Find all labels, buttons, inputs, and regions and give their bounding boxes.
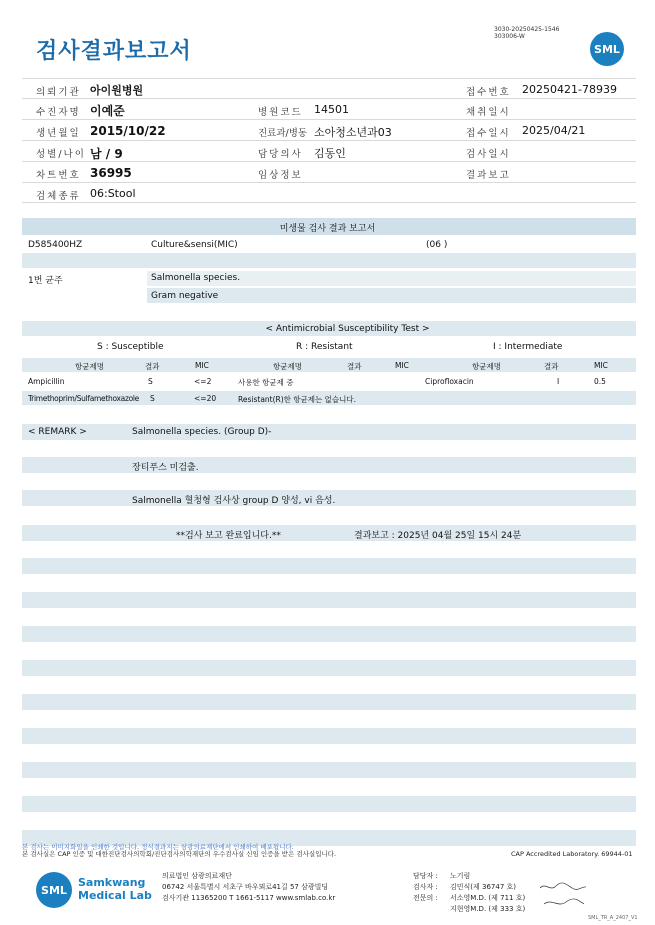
ast-note: Resistant(R)한 항균제는 없습니다. [238, 395, 357, 404]
row-band [22, 796, 636, 812]
row-band [22, 660, 636, 676]
test-name: Culture&sensi(MIC) [151, 240, 238, 250]
divider [22, 161, 636, 162]
remark-line: Salmonella 혈청형 검사상 group D 양성, vi 음성. [132, 496, 336, 506]
test-code: D585400HZ [28, 240, 83, 250]
ast-header: 항균제명 [75, 362, 104, 371]
divider [22, 202, 636, 203]
ast-title: < Antimicrobial Susceptibility Test > [265, 324, 430, 334]
patient-label: 수진자명 [36, 107, 81, 118]
ast-header: 결과 [145, 362, 160, 371]
received-value: 2025/04/21 [522, 124, 586, 137]
dob-value: 2015/10/22 [90, 124, 166, 138]
remark-band [22, 457, 636, 473]
dob-label: 생년월일 [36, 128, 81, 139]
section-title: 미생물 검사 결과 보고서 [279, 224, 376, 234]
ast-header: 결과 [544, 362, 559, 371]
sml-footer-logo: SML [36, 872, 72, 908]
ast-result: I [557, 377, 560, 386]
legend-susceptible: S : Susceptible [97, 342, 164, 352]
row-band [22, 694, 636, 710]
ast-header: 결과 [347, 362, 362, 371]
ast-header: MIC [594, 361, 608, 370]
hospital-value: 아이원병원 [90, 84, 144, 97]
signature-image [538, 878, 588, 912]
tester-label: 검사자 : [413, 883, 438, 891]
doc-label: 전문의 : [413, 894, 438, 902]
ast-mic: <=20 [194, 394, 217, 403]
ast-note: 사용한 항균제 중 [238, 378, 294, 387]
receipt-no-value: 20250421-78939 [522, 83, 617, 96]
org-contact: 검사기관 11365200 T 1661-5117 www.smlab.co.kr [162, 894, 336, 902]
report-complete: **검사 보고 완료입니다.** [176, 531, 281, 541]
test-spec: (06 ) [426, 240, 448, 250]
divider [22, 182, 636, 183]
footer-note: 본 검사실은 CAP 인증 및 대한진단검사의학회/진단검사의학재단의 우수검사실 신임 인증을 받은 검사실입니다. [22, 850, 337, 858]
row-band [22, 253, 636, 268]
legend-intermediate: I : Intermediate [493, 342, 563, 352]
form-id: SML_TR_A_2407_V1 [588, 915, 638, 921]
report-label: 결과보고 [466, 170, 511, 181]
ast-drug: Trimethoprim/Sulfamethoxazole [28, 394, 139, 403]
specimen-label: 검체종류 [36, 191, 81, 202]
form-code: 3030-20250425-1546 303006-W [494, 26, 560, 40]
chart-label: 차트번호 [36, 170, 81, 181]
ast-drug: Ciprofloxacin [425, 377, 474, 386]
divider [22, 119, 636, 120]
doctor-value: 김동인 [314, 147, 346, 160]
ast-mic: <=2 [194, 377, 212, 386]
ast-header: 항균제명 [273, 362, 302, 371]
doctor-label: 담당의사 [258, 149, 303, 160]
ast-drug: Ampicillin [28, 377, 65, 386]
sex-value: 남 / 9 [90, 147, 123, 161]
org-address: 06742 서울특별시 서초구 바우뫼로41길 57 삼광빌딩 [162, 883, 329, 891]
page-title: 검사결과보고서 [36, 39, 192, 64]
tester-name: 김민식(제 36747 호) [450, 883, 516, 891]
row-band [22, 762, 636, 778]
complete-band [22, 525, 636, 541]
footer-note: 본 검사는 이미지화일을 인쇄한 것입니다. 정식결과지는 삼광의료재단에서 인쇄하여 배포됩니다. [22, 843, 294, 851]
brand-name: Samkwang Medical Lab [78, 876, 152, 902]
gram-stain: Gram negative [151, 291, 219, 301]
ast-header: MIC [395, 361, 409, 370]
organism-name: Salmonella species. [151, 273, 241, 283]
collect-label: 채취일시 [466, 107, 511, 118]
doc-name: 지현영M.D. (제 333 호) [450, 905, 526, 913]
report-time: 결과보고 : 2025년 04월 25일 15시 24분 [354, 531, 522, 541]
cap-accreditation: CAP Accredited Laboratory. 69944-01 [511, 850, 633, 858]
divider [22, 78, 636, 79]
hospital-label: 의뢰기관 [36, 87, 81, 98]
staff-name: 노기림 [450, 872, 471, 880]
doc-name: 서소영M.D. (제 711 호) [450, 894, 526, 902]
remark-label: < REMARK > [28, 427, 87, 437]
organism-label: 1번 균주 [28, 276, 63, 286]
dept-label: 진료과/병동 [258, 128, 308, 139]
row-band [22, 592, 636, 608]
ast-header: 항균제명 [472, 362, 501, 371]
ast-result: S [148, 377, 153, 386]
remark-band [22, 424, 636, 440]
hosp-code-value: 14501 [314, 103, 349, 116]
ast-header: MIC [195, 361, 209, 370]
divider [22, 98, 636, 99]
sex-label: 성별/나이 [36, 149, 86, 160]
hosp-code-label: 병원코드 [258, 107, 303, 118]
clinical-label: 임상정보 [258, 170, 303, 181]
received-label: 접수일시 [466, 128, 511, 139]
staff-label: 담당자 : [413, 872, 438, 880]
row-band [22, 728, 636, 744]
receipt-no-label: 접수번호 [466, 87, 511, 98]
row-band [147, 288, 636, 303]
patient-value: 이예준 [90, 104, 125, 118]
row-band [22, 626, 636, 642]
sml-logo: SML [590, 32, 624, 66]
org-name: 의료법인 삼광의료재단 [162, 872, 232, 880]
specimen-value: 06:Stool [90, 187, 136, 200]
remark-line: 장티푸스 미검출. [132, 463, 199, 473]
legend-resistant: R : Resistant [296, 342, 353, 352]
dept-value: 소아청소년과03 [314, 126, 392, 139]
divider [22, 140, 636, 141]
remark-line: Salmonella species. (Group D)- [132, 427, 272, 437]
chart-value: 36995 [90, 166, 132, 180]
ast-mic: 0.5 [594, 377, 606, 386]
ast-result: S [150, 394, 155, 403]
test-date-label: 검사일시 [466, 149, 511, 160]
row-band [22, 558, 636, 574]
